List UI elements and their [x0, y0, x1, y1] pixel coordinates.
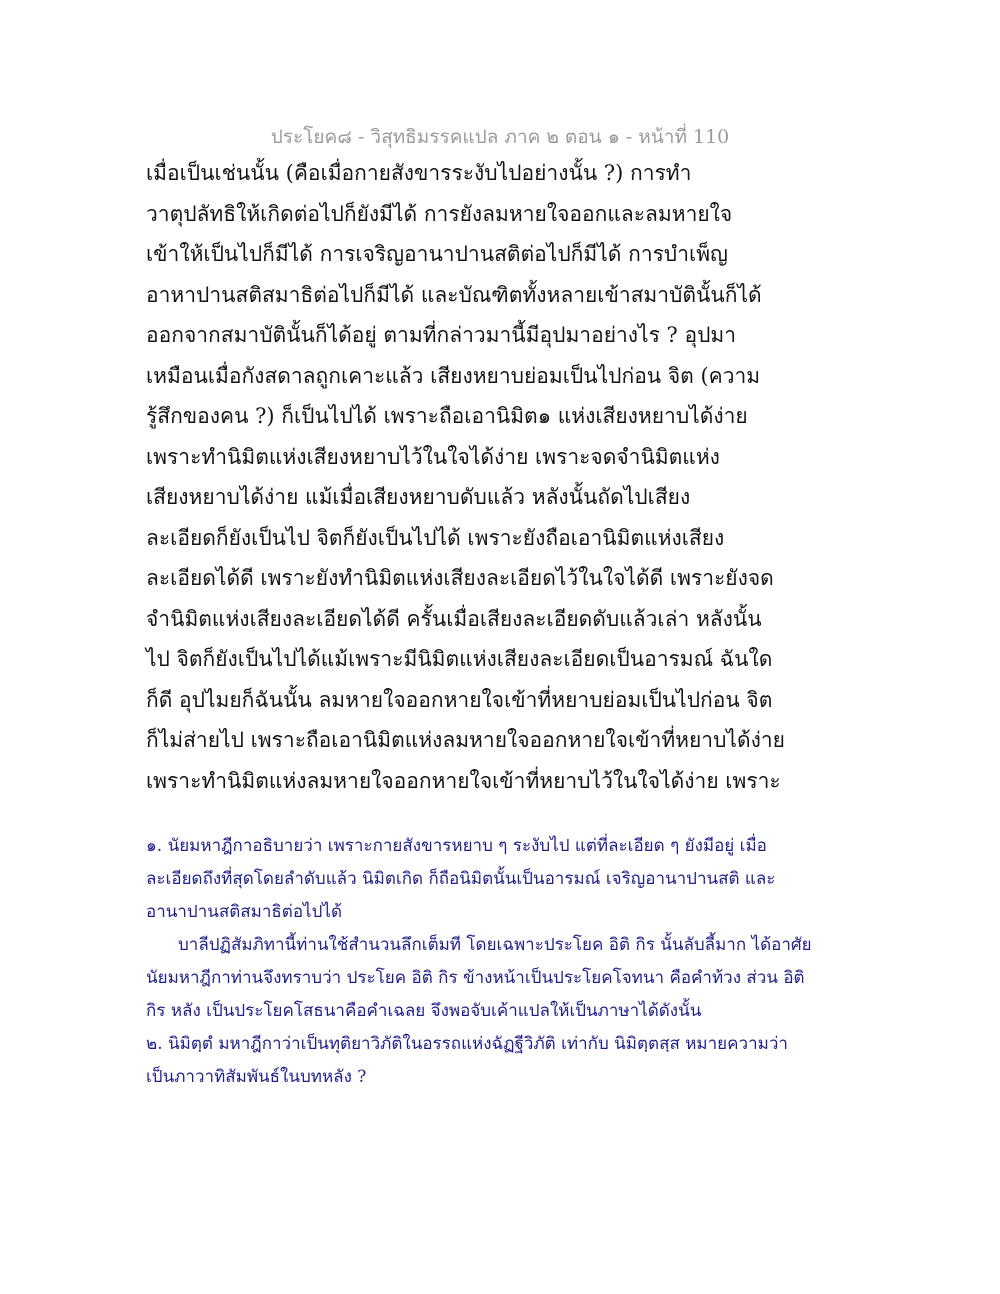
- body-line: ละเอียดก็ยังเป็นไป จิตก็ยังเป็นไปได้ เพราะยังถือเอานิมิตแห่งเสียง: [146, 525, 725, 550]
- footnote-line: อานาปานสติสมาธิต่อไปได้: [146, 902, 342, 922]
- body-line: เข้าให้เป็นไปก็มีได้ การเจริญอานาปานสติต่อไปก็มีได้ การบำเพ็ญ: [146, 242, 728, 266]
- footnotes: [146, 830, 846, 1094]
- body-line: เมื่อเป็นเช่นนั้น (คือเมื่อกายสังขารระงับไปอย่างนั้น ?) การทำ: [146, 161, 692, 185]
- body-line: ออกจากสมาบัตินั้นก็ได้อยู่ ตามที่กล่าวมานี้มีอุปมาอย่างไร ? อุปมา: [146, 323, 737, 347]
- body-text: [146, 153, 785, 801]
- body-line: เพราะทำนิมิตแห่งลมหายใจออกหายใจเข้าที่หยาบไว้ในใจได้ง่าย เพราะ: [146, 768, 781, 793]
- footnote-line: เป็นภาวาทิสัมพันธ์ในบทหลัง ?: [146, 1067, 367, 1087]
- body-line: ก็ดี อุปไมยก็ฉันนั้น ลมหายใจออกหายใจเข้าที่หยาบย่อมเป็นไปก่อน จิต: [146, 687, 773, 712]
- body-line: ก็ไม่ส่ายไป เพราะถือเอานิมิตแห่งลมหายใจออกหายใจเข้าที่หยาบได้ง่าย: [146, 728, 785, 752]
- running-header: ประโยค๘ - วิสุทธิมรรคแปล ภาค ๒ ตอน ๑ - หน้าที่ 110: [270, 126, 730, 148]
- body-line: รู้สึกของคน ?) ก็เป็นไปได้ เพราะถือเอานิมิต๑ แห่งเสียงหยาบได้ง่าย: [146, 404, 748, 428]
- body-line: จำนิมิตแห่งเสียงละเอียดได้ดี ครั้นเมื่อเสียงละเอียดดับแล้วเล่า หลังนั้น: [146, 606, 762, 631]
- body-line: ไป จิตก็ยังเป็นไปได้แม้เพราะมีนิมิตแห่งเสียงละเอียดเป็นอารมณ์ ฉันใด: [146, 647, 773, 671]
- body-line: วาตุปลัทธิให้เกิดต่อไปก็ยังมีได้ การยังลมหายใจออกและลมหายใจ: [146, 201, 733, 226]
- footnote-line: ละเอียดถึงที่สุดโดยลำดับแล้ว นิมิตเกิด ก็ถือนิมิตนั้นเป็นอารมณ์ เจริญอานาปานสติ และ: [146, 869, 776, 889]
- footnote-line: ๑. นัยมหาฎีกาอธิบายว่า เพราะกายสังขารหยาบ ๆ ระงับไป แต่ที่ละเอียด ๆ ยังมีอยู่ เมื่อ: [146, 836, 767, 856]
- footnote-line: บาลีปฏิสัมภิทานี้ท่านใช้สำนวนลึกเต็มที โดยเฉพาะประโยค อิติ กิร นั้นลับลี้มาก ได้อาศัย: [178, 935, 812, 955]
- body-line: เสียงหยาบได้ง่าย แม้เมื่อเสียงหยาบดับแล้ว หลังนั้นถัดไปเสียง: [146, 485, 691, 509]
- body-line: อาหาปานสติสมาธิต่อไปก็มีได้ และบัณฑิตทั้งหลายเข้าสมาบัตินั้นก็ได้: [146, 282, 762, 307]
- body-line: เหมือนเมื่อกังสดาลถูกเคาะแล้ว เสียงหยาบย่อมเป็นไปก่อน จิต (ความ: [146, 363, 761, 388]
- body-line: เพราะทำนิมิตแห่งเสียงหยาบไว้ในใจได้ง่าย เพราะจดจำนิมิตแห่ง: [146, 444, 720, 469]
- footnote-line: กิร หลัง เป็นประโยคโสธนาคือคำเฉลย จึงพอจับเค้าแปลให้เป็นภาษาได้ดังนั้น: [146, 1001, 702, 1021]
- footnote-line: นัยมหาฎีกาท่านจึงทราบว่า ประโยค อิติ กิร ข้างหน้าเป็นประโยคโจทนา คือคำท้วง ส่วน อิติ: [146, 968, 805, 988]
- body-line: ละเอียดได้ดี เพราะยังทำนิมิตแห่งเสียงละเอียดไว้ในใจได้ดี เพราะยังจด: [146, 566, 774, 590]
- footnote-line: ๒. นิมิตฺตํ มหาฎีกาว่าเป็นทุติยาวิภัติในอรรถแห่งฉัฏฐีวิภัติ เท่ากับ นิมิตฺตสฺส หมายความว่า: [146, 1034, 788, 1054]
